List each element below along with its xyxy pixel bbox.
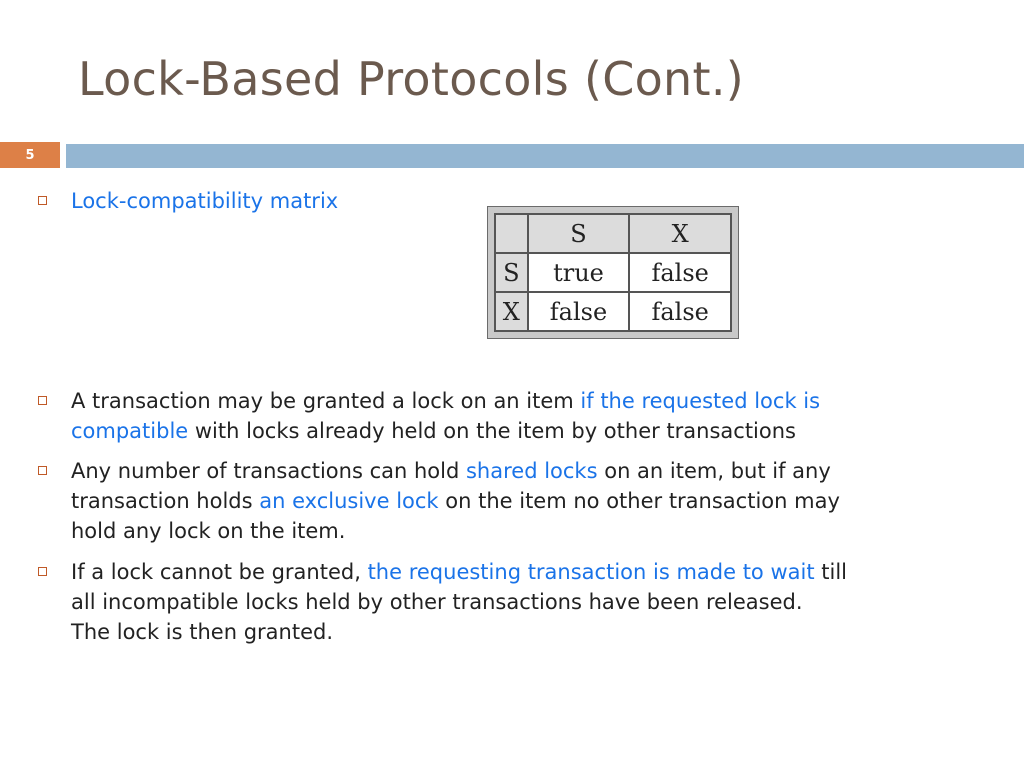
matrix-row-header: S: [495, 253, 528, 292]
matrix-col-header: S: [528, 214, 630, 253]
text-run: on the item no other transaction may: [438, 489, 840, 513]
matrix-row: [495, 253, 731, 292]
matrix-col-header: X: [629, 214, 731, 253]
bullet-line: [71, 416, 820, 446]
bullet-text: [71, 386, 820, 446]
bullet-text: [71, 557, 847, 647]
text-run: till: [814, 560, 847, 584]
text-run: A transaction may be granted a lock on an item: [71, 389, 581, 413]
matrix-cell: true: [528, 253, 630, 292]
text-run: transaction holds: [71, 489, 260, 513]
matrix-row-header: X: [495, 292, 528, 331]
text-run: Any number of transactions can hold: [71, 459, 466, 483]
bullet-line: [71, 557, 847, 587]
matrix-table: [494, 213, 732, 332]
highlight-run: the requesting transaction is made to wait: [367, 560, 815, 584]
matrix-corner-cell: [495, 214, 528, 253]
lock-compatibility-matrix: [487, 206, 739, 339]
text-run: with locks already held on the item by other transactions: [188, 419, 796, 443]
bullet-line: [71, 386, 820, 416]
highlight-run: shared locks: [465, 459, 598, 483]
bullet-text: [71, 456, 840, 546]
title-bar: [66, 144, 1024, 168]
matrix-cell: false: [629, 292, 731, 331]
matrix-cell: false: [528, 292, 630, 331]
text-run: on an item, but if any: [597, 459, 831, 483]
text-run: hold any lock on the item.: [71, 519, 346, 543]
matrix-cell: false: [629, 253, 731, 292]
bullet-line: [71, 587, 847, 617]
bullet-line: [71, 516, 840, 546]
text-run: If a lock cannot be granted,: [71, 560, 368, 584]
square-bullet-icon: [38, 466, 47, 475]
text-run: all incompatible locks held by other transactions have been released.: [71, 590, 803, 614]
slide-number: 5: [0, 142, 60, 168]
bullet-line: [71, 456, 840, 486]
square-bullet-icon: [38, 396, 47, 405]
bullet-1-text: Lock-compatibility matrix: [71, 189, 339, 213]
text-run: The lock is then granted.: [71, 620, 333, 644]
matrix-header-row: [495, 214, 731, 253]
highlight-run: if the requested lock is: [580, 389, 821, 413]
highlight-run: compatible: [71, 419, 189, 443]
square-bullet-icon: [38, 196, 47, 205]
matrix-row: [495, 292, 731, 331]
bullet-line: [71, 486, 840, 516]
highlight-run: an exclusive lock: [259, 489, 439, 513]
square-bullet-icon: [38, 567, 47, 576]
slide-title: Lock-Based Protocols (Cont.): [78, 52, 745, 106]
bullet-line: [71, 617, 847, 647]
bullet-text: [71, 186, 338, 216]
